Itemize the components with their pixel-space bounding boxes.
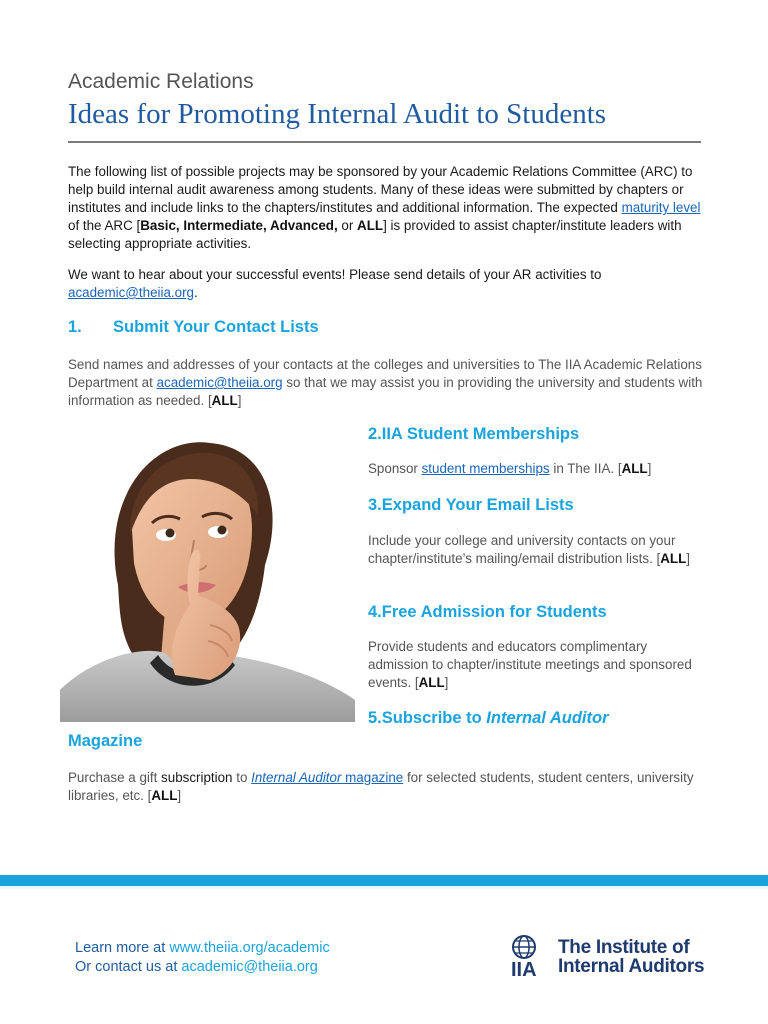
footer-band — [0, 875, 768, 886]
section4-paragraph — [368, 638, 698, 692]
section1-email-link[interactable]: academic@theiia.org — [156, 375, 283, 390]
section5-text-3: for selected students, student centers, university libraries, etc. [ — [68, 770, 694, 803]
footer-learn-line — [75, 939, 330, 958]
student-photo — [60, 435, 355, 722]
footer-contact-line — [75, 958, 330, 977]
footer-learn-text: Learn more at — [75, 940, 170, 956]
hear-text: We want to hear about your successful events! Please send details of your AR activities to — [68, 267, 602, 282]
section4-all: ALL — [418, 675, 445, 690]
section5-text-2: to — [232, 770, 252, 785]
section5-text-1: Purchase a gift — [68, 770, 162, 785]
footer-email-link[interactable]: academic@theiia.org — [181, 959, 318, 975]
intro-text-1: The following list of possible projects may be sponsored by your Academic Relations Committee (ARC) to help build internal audit awareness among students. Many of these ideas were submitted by chapters or institutes and include links to the chapters/institutes and additional information. The expected — [68, 164, 693, 215]
section1-all: ALL — [211, 393, 238, 408]
section1-close: ] — [237, 393, 242, 408]
section1-heading — [68, 318, 319, 337]
header-kicker: Academic Relations — [68, 70, 254, 93]
section3-heading: 3.Expand Your Email Lists — [368, 496, 574, 514]
section2-all: ALL — [621, 461, 648, 476]
section5-all: ALL — [151, 788, 178, 803]
section3-all: ALL — [660, 551, 687, 566]
intro-text-2: of the ARC [ — [68, 218, 141, 233]
section4-text: Provide students and educators complimentary admission to chapter/institute meetings and sponsored events. [ — [368, 639, 692, 690]
section2-paragraph — [368, 460, 698, 478]
section2-heading: 2.IIA Student Memberships — [368, 425, 580, 443]
section4-close: ] — [444, 675, 449, 690]
section5-paragraph — [68, 769, 708, 805]
intro-all: ALL — [357, 218, 384, 233]
student-memberships-link[interactable]: student memberships — [421, 461, 550, 476]
page-title: Ideas for Promoting Internal Audit to Students — [68, 98, 607, 130]
section5-subscription: subscription — [161, 770, 233, 785]
hear-end: . — [194, 285, 198, 300]
section3-text: Include your college and university contacts on your chapter/institute’s mailing/email distribution lists. [ — [368, 533, 676, 566]
section1-title: Submit Your Contact Lists — [113, 318, 319, 336]
section5-close: ] — [177, 788, 182, 803]
section4-heading: 4.Free Admission for Students — [368, 603, 607, 621]
section1-number: 1. — [68, 318, 82, 336]
intro-or: or — [337, 218, 358, 233]
logo-wordmark — [558, 938, 704, 976]
magazine-link-italic: Internal Auditor — [251, 770, 342, 785]
logo-line-1: The Institute of — [558, 937, 690, 958]
section3-paragraph — [368, 532, 698, 568]
footer-website-link[interactable]: www.theiia.org/academic — [169, 940, 330, 956]
section5-heading-magazine: Magazine — [68, 732, 143, 750]
intro-paragraph — [68, 163, 708, 253]
section5-heading — [368, 709, 609, 728]
section2-text-1: Sponsor — [368, 461, 422, 476]
section5-heading-italic: Internal Auditor — [486, 709, 609, 727]
section3-close: ] — [686, 551, 691, 566]
hear-paragraph — [68, 266, 708, 302]
globe-icon — [510, 934, 558, 978]
section1-text-2: so that we may assist you in providing the university and students with information as needed. [ — [68, 375, 703, 408]
intro-levels: Basic, Intermediate, Advanced, — [140, 218, 338, 233]
footer-contact — [75, 939, 330, 977]
logo-line-2: Internal Auditors — [558, 956, 705, 977]
footer-band-shadow — [0, 886, 768, 889]
intro-text-3: ] is provided to assist chapter/institute leaders with selecting appropriate activities. — [68, 218, 682, 251]
magazine-link-rest: magazine — [341, 770, 404, 785]
section2-text-2: in The IIA. [ — [549, 461, 622, 476]
footer-contact-text: Or contact us at — [75, 959, 182, 975]
internal-auditor-magazine-link[interactable] — [251, 770, 403, 785]
section1-text-1: Send names and addresses of your contacts at the colleges and universities to The IIA Academic Relations Department at — [68, 357, 702, 390]
section5-heading-text: 5.Subscribe to — [368, 709, 487, 727]
title-divider — [68, 141, 701, 143]
logo-mark-text: IIA — [511, 959, 537, 978]
section2-close: ] — [647, 461, 652, 476]
maturity-level-link[interactable]: maturity level — [621, 200, 701, 215]
section1-paragraph — [68, 356, 708, 410]
student-photo-illustration — [60, 435, 355, 722]
hear-email-link[interactable]: academic@theiia.org — [68, 285, 194, 300]
